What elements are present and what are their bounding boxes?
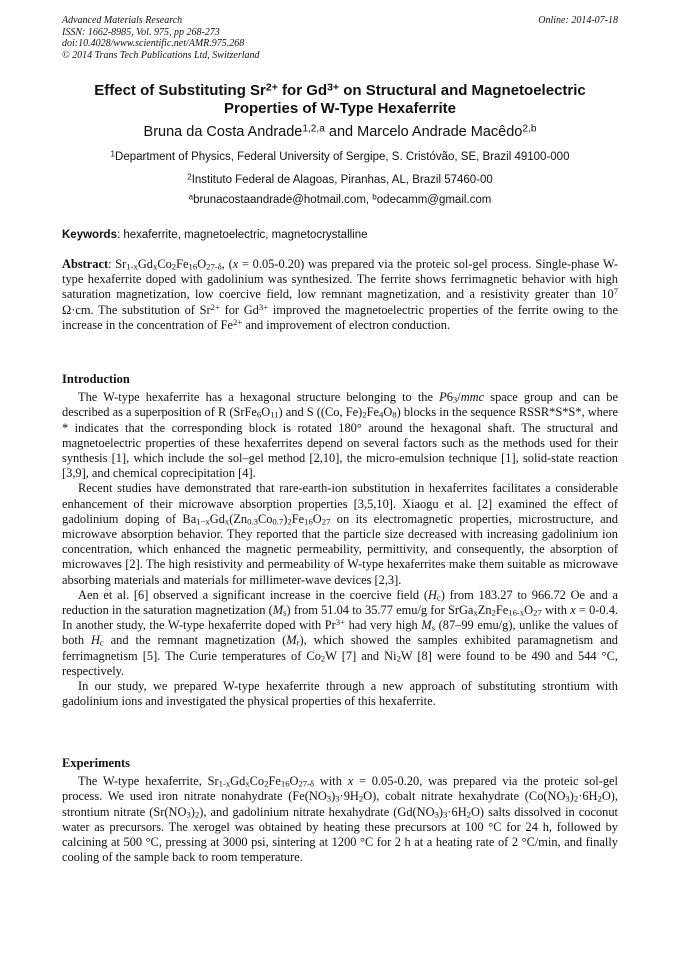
author-emails: $^a$brunacostaandrade@hotmail.com, $^b$odecamm@gmail.com bbox=[188, 192, 492, 206]
intro-paragraph: In our study, we prepared W-type hexaferrite through a new approach of substituting strontium with gadolinium ions and investigated the physical properties of this hexaferrite. bbox=[62, 679, 618, 709]
affiliation-2: $^2$Instituto Federal de Alagoas, Piranhas, AL, Brazil 57460-00 bbox=[187, 172, 493, 186]
affiliation-1: $^1$Department of Physics, Federal University of Sergipe, S. Cristóvão, SE, Brazil 49100-000 bbox=[110, 149, 570, 163]
paper-authors: Bruna da Costa Andrade$^{1,2,a}$ and Marcelo Andrade Macêdo$^{2,b}$ bbox=[143, 123, 537, 140]
intro-paragraph: The W-type hexaferrite has a hexagonal structure belonging to the $P6_3$/mmc space group and can be described as a superposition of R $(SrFe_6O_{11})$ and S ((Co, $Fe)_2Fe_4O_8$) blocks in the sequence RSSR*S*S*, where * indicates that the corresponding block is rotated 180° around the hexagonal shaft. The structural and magnetoelectric properties of these hexaferrites depend on several factors such as the methods used for their synthesis [1], which include the sol–gel method [2,10], the micro-emulsion technique [1], solid-state reaction [3,9], and chemical coprecipitation [4]. bbox=[62, 390, 619, 481]
intro-paragraph: Aen et al. [6] observed a significant increase in the coercive field $(H_c)$ from 183.27 to 966.72 Oe and a reduction in the saturation magnetization $(M_s)$ from 51.04 to 35.77 emu/g for $SrGa_xZn_2Fe_{16-x}O_{27}$ with x = 0-0.4. In another study, the W-type hexaferrite doped with $Pr^{3+}$ had very high $M_s$ (87–99 emu/g), unlike the values of both $H_c$ and the remnant magnetization $(M_r)$, which showed the samples exhibited paramagnetism and ferrimagnetism [5]. The Curie temperatures of $Co_2W$ [7] and $Ni_2W$ [8] were found to be 490 and 544 °C, respectively. bbox=[62, 587, 619, 678]
journal-copyright: © 2014 Trans Tech Publications Ltd, Switzerland bbox=[62, 49, 260, 61]
introduction-section bbox=[62, 372, 618, 709]
abstract-label: Abstract bbox=[62, 257, 109, 271]
keywords bbox=[62, 228, 618, 242]
online-date: Online: 2014-07-18 bbox=[538, 15, 618, 26]
keywords-text: : hexaferrite, magnetoelectric, magnetocrystalline bbox=[116, 229, 368, 241]
journal-header bbox=[62, 15, 618, 61]
abstract-text: : $Sr_{1-x}Gd_xCo_2Fe_{16}O_{27-\delta}$, (x = 0.05-0.20) was prepared via the proteic sol-gel process. Single-phase W-type hexaferrite doped with gadolinium was synthesized. The ferrite shows ferrimagnetic behavior with high saturation magnetization, low coercive field, low remnant magnetization, and a resistivity greater than $10^7$ Ω·cm. The substitution of $Sr^{2+}$ for $Gd^{3+}$ improved the magnetoelectric properties of the ferrite owing to the increase in the concentration of $Fe^{2+}$ and improvement of electron conduction. bbox=[62, 257, 618, 332]
journal-doi: doi:10.4028/www.scientific.net/AMR.975.268 bbox=[62, 38, 245, 49]
journal-issn: ISSN: 1662-8985, Vol. 975, pp 268-273 bbox=[62, 26, 220, 38]
keywords-label: Keywords bbox=[62, 229, 117, 241]
abstract bbox=[62, 257, 618, 333]
intro-paragraph: Recent studies have demonstrated that rare-earth-ion substitution in hexaferrites facilitates a considerable enhancement of their microwave absorption properties [3,5,10]. Xiaogu et al. [2] examined the effect of gadolinium doping of $Ba_{1-x}Gd_x(Zn_{0.3}Co_{0.7})_2Fe_{16}O_{27}$ on its electromagnetic properties, microstructure, and microwave absorption behavior. They reported that the particle size decreased with increasing gadolinium ion concentration, which enhanced the magnetic permeability, permittivity, and consequently, the absorption of microwaves [2]. The high resistivity and permeability of W-type hexaferrites make them suitable as microwave absorbing materials and materials for millimeter-wave devices [2,3]. bbox=[62, 481, 618, 587]
experiments-paragraph: The W-type hexaferrite, $Sr_{1-x}Gd_xCo_2Fe_{16}O_{27-\delta}$ with x = 0.05-0.20, was prepared via the proteic sol-gel process. We used iron nitrate nonahydrate $(Fe(NO_3)_3\cdot 9H_2O)$, cobalt nitrate hexahydrate $(Co(NO_3)_2\cdot 6H_2O)$, strontium nitrate $(Sr(NO_3)_2)$, and gadolinium nitrate hexahydrate $(Gd(NO_3)_3\cdot 6H_2O)$ salts dissolved in coconut water as precursors. The xerogel was obtained by heating these precursors at 100 °C for 24 h, followed by calcining at 500 °C, pressing at 3000 psi, sintering at 1200 °C for 2 h at a heating rate of 2 °C/min, and finally cooling of the sample back to room temperature. bbox=[62, 774, 619, 865]
experiments-heading: Experiments bbox=[62, 756, 131, 770]
paper-title: Effect of Substituting $Sr^{2+}$ for $Gd^{3+}$ on Structural and Magnetoelectric Properties of W-Type Hexaferrite bbox=[94, 81, 586, 117]
introduction-heading: Introduction bbox=[62, 372, 130, 386]
experiments-section bbox=[62, 756, 618, 865]
journal-name: Advanced Materials Research bbox=[62, 15, 183, 26]
